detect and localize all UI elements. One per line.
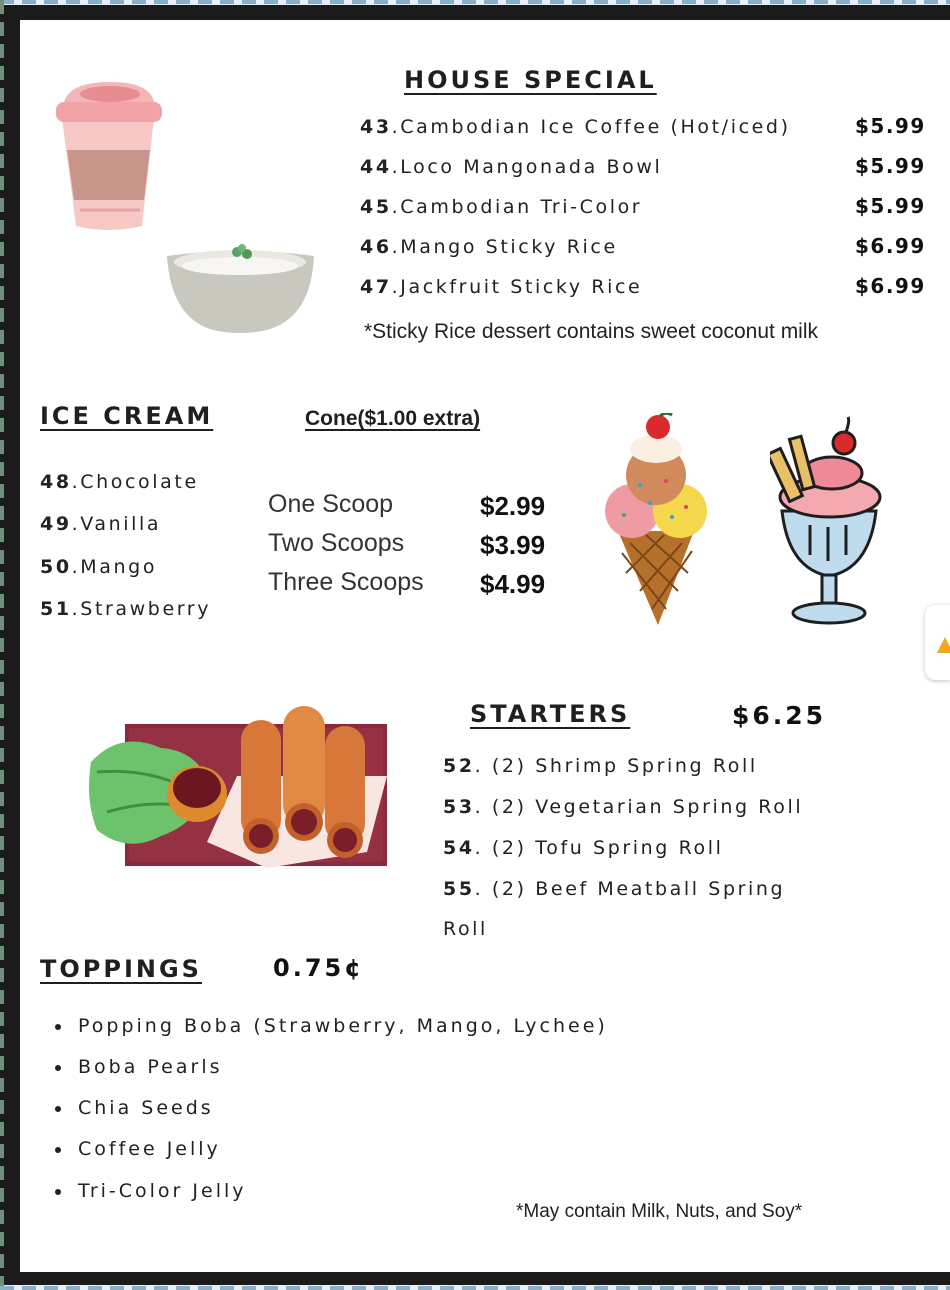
sticky-rice-note: *Sticky Rice dessert contains sweet coconut milk xyxy=(364,320,819,343)
ice-cream-cone-icon xyxy=(600,413,712,628)
list-item: 47.Jackfruit Sticky Rice xyxy=(360,276,643,298)
item-price: $5.99 xyxy=(855,194,926,218)
starters-price: $6.25 xyxy=(732,701,827,730)
list-item: 44.Loco Mangonada Bowl xyxy=(360,156,663,178)
list-item: 48.Chocolate xyxy=(40,471,199,493)
list-item: 49.Vanilla xyxy=(40,513,162,535)
item-price: $6.99 xyxy=(855,274,926,298)
topping-item: Coffee Jelly xyxy=(78,1138,221,1160)
cone-note: Cone($1.00 extra) xyxy=(305,407,481,430)
spring-rolls-icon xyxy=(87,702,397,882)
scoop-price: $2.99 xyxy=(480,491,546,521)
left-border xyxy=(0,0,4,1290)
item-price: $5.99 xyxy=(855,114,926,138)
item-price: $6.99 xyxy=(855,234,926,258)
allergy-note: *May contain Milk, Nuts, and Soy* xyxy=(516,1201,803,1222)
sundae-icon xyxy=(770,415,888,630)
top-border xyxy=(0,0,950,4)
list-item: 52. (2) Shrimp Spring Roll xyxy=(443,755,758,777)
bullet xyxy=(55,1024,61,1030)
scoop-size: One Scoop xyxy=(268,490,394,518)
bullet xyxy=(55,1065,61,1071)
topping-item: Popping Boba (Strawberry, Mango, Lychee) xyxy=(78,1015,608,1037)
scoop-price: $4.99 xyxy=(480,569,546,599)
bullet xyxy=(55,1147,61,1153)
list-item: 55. (2) Beef Meatball Spring xyxy=(443,878,786,900)
topping-item: Boba Pearls xyxy=(78,1056,223,1078)
toppings-price: 0.75¢ xyxy=(273,954,364,982)
starters-heading: STARTERS xyxy=(470,700,631,728)
list-item: 46.Mango Sticky Rice xyxy=(360,236,618,258)
list-item: 54. (2) Tofu Spring Roll xyxy=(443,837,724,859)
ice-cream-heading: ICE CREAM xyxy=(40,402,214,430)
topping-item: Chia Seeds xyxy=(78,1097,214,1119)
sticky-rice-bowl-icon xyxy=(163,240,318,335)
toppings-heading: TOPPINGS xyxy=(40,955,202,983)
list-item: 45.Cambodian Tri-Color xyxy=(360,196,643,218)
list-item: 50.Mango xyxy=(40,556,158,578)
house-special-heading: HOUSE SPECIAL xyxy=(404,66,657,94)
topping-item: Tri-Color Jelly xyxy=(78,1180,247,1202)
coffee-cup-icon xyxy=(50,78,170,233)
side-panel-tab[interactable] xyxy=(925,605,950,680)
warning-icon xyxy=(937,637,950,653)
item-price: $5.99 xyxy=(855,154,926,178)
menu-page xyxy=(20,20,950,1272)
list-item: 43.Cambodian Ice Coffee (Hot/iced) xyxy=(360,116,791,138)
scoop-size: Two Scoops xyxy=(268,529,405,557)
scoop-size: Three Scoops xyxy=(268,568,424,596)
scoop-price: $3.99 xyxy=(480,530,546,560)
bullet xyxy=(55,1189,61,1195)
bullet xyxy=(55,1106,61,1112)
list-item: 51.Strawberry xyxy=(40,598,212,620)
list-item: 53. (2) Vegetarian Spring Roll xyxy=(443,796,804,818)
list-item-continued: Roll xyxy=(443,918,488,940)
bottom-border xyxy=(0,1286,950,1290)
